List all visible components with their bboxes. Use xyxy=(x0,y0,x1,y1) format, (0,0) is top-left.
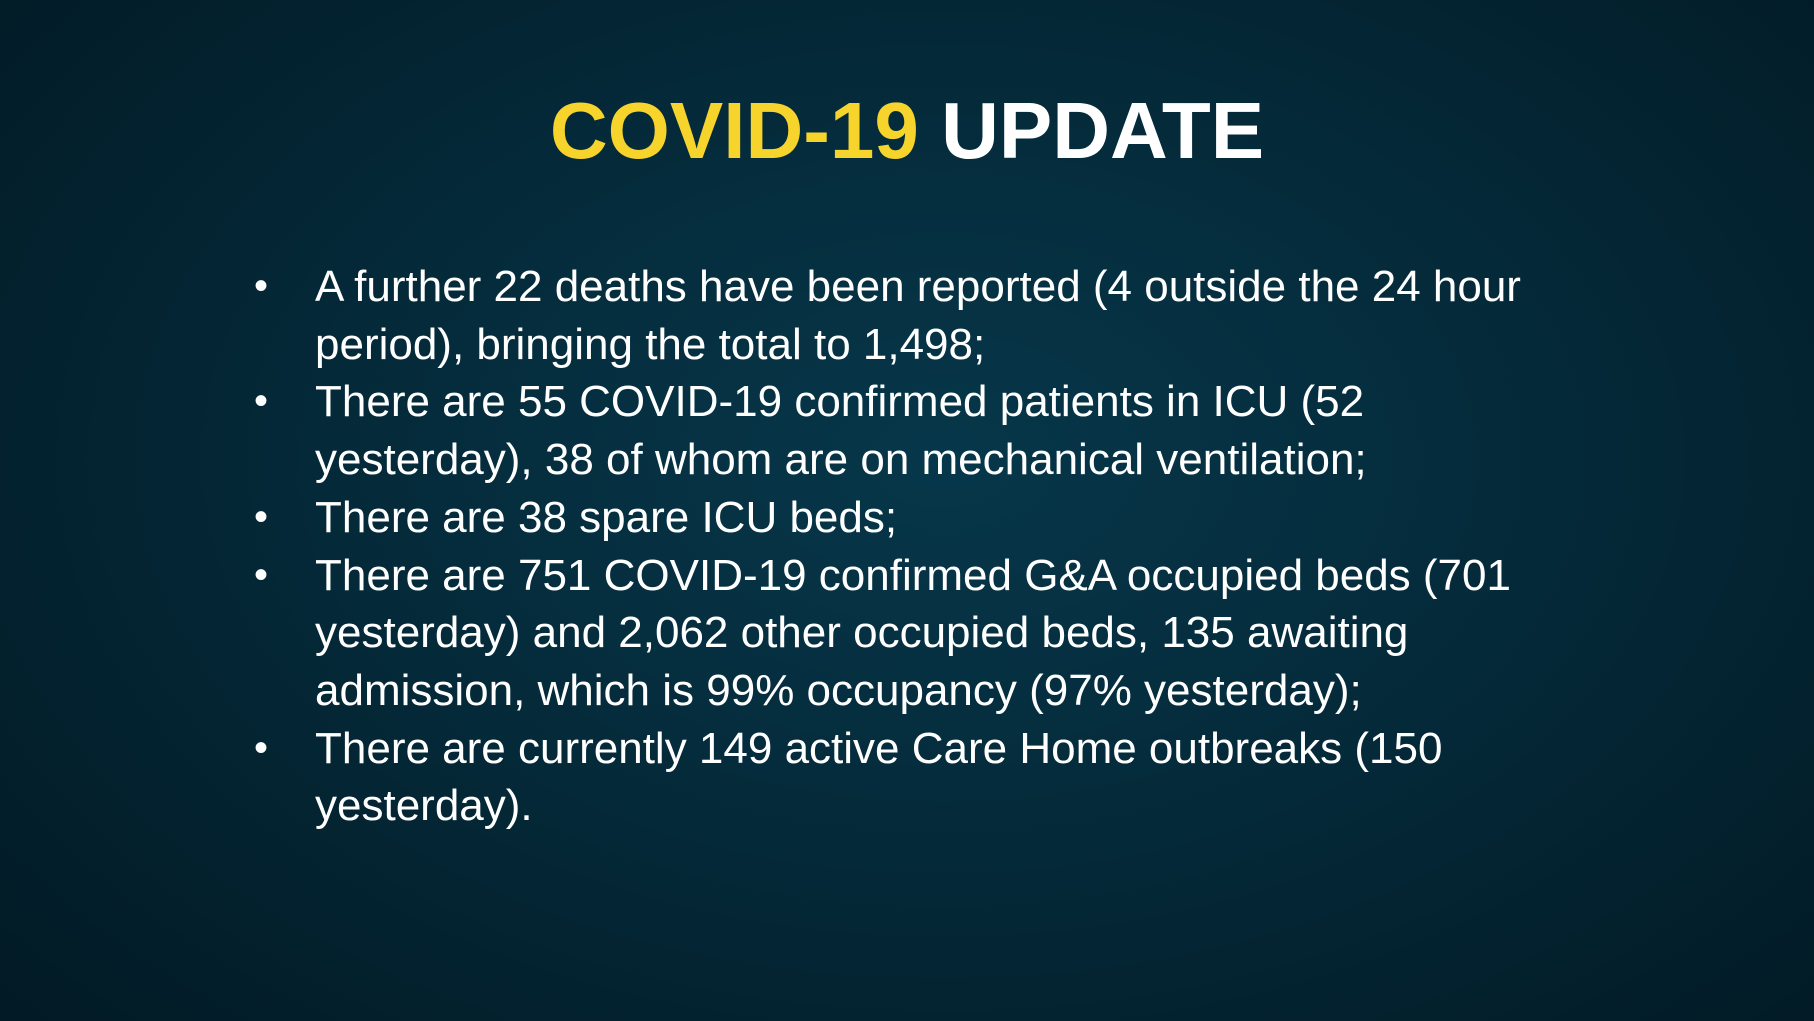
bullet-text: There are currently 149 active Care Home outbreaks (150 yesterday). xyxy=(315,723,1443,831)
bullet-text: There are 751 COVID-19 confirmed G&A occupied beds (701 yesterday) and 2,062 other occupied beds, 135 awaiting admission, which is 99% occupancy (97% yesterday); xyxy=(315,550,1511,715)
title-accent: COVID-19 xyxy=(549,86,919,175)
bullet-dot-icon: • xyxy=(254,379,269,424)
bullet-item-occupied-beds xyxy=(248,547,1578,720)
bullet-item-care-homes xyxy=(248,720,1578,835)
bullet-dot-icon: • xyxy=(254,264,269,308)
bullet-item-icu-beds xyxy=(248,489,1578,547)
bullet-text: There are 55 COVID-19 confirmed patients in ICU (52 yesterday), 38 of whom are on mechanical ventilation; xyxy=(315,377,1367,485)
title-rest: UPDATE xyxy=(941,86,1265,175)
bullet-dot-icon: • xyxy=(254,725,269,770)
bullet-dot-icon: • xyxy=(254,552,269,597)
bullet-dot-icon: • xyxy=(254,494,269,539)
bullet-item-icu-patients xyxy=(248,373,1578,488)
slide-title xyxy=(0,83,1814,179)
bullet-list xyxy=(248,258,1578,835)
bullet-text: There are 38 spare ICU beds; xyxy=(315,492,898,542)
bullet-item-deaths xyxy=(248,258,1578,373)
bullet-text: A further 22 deaths have been reported (4 outside the 24 hour period), bringing the total to 1,498; xyxy=(315,262,1521,369)
